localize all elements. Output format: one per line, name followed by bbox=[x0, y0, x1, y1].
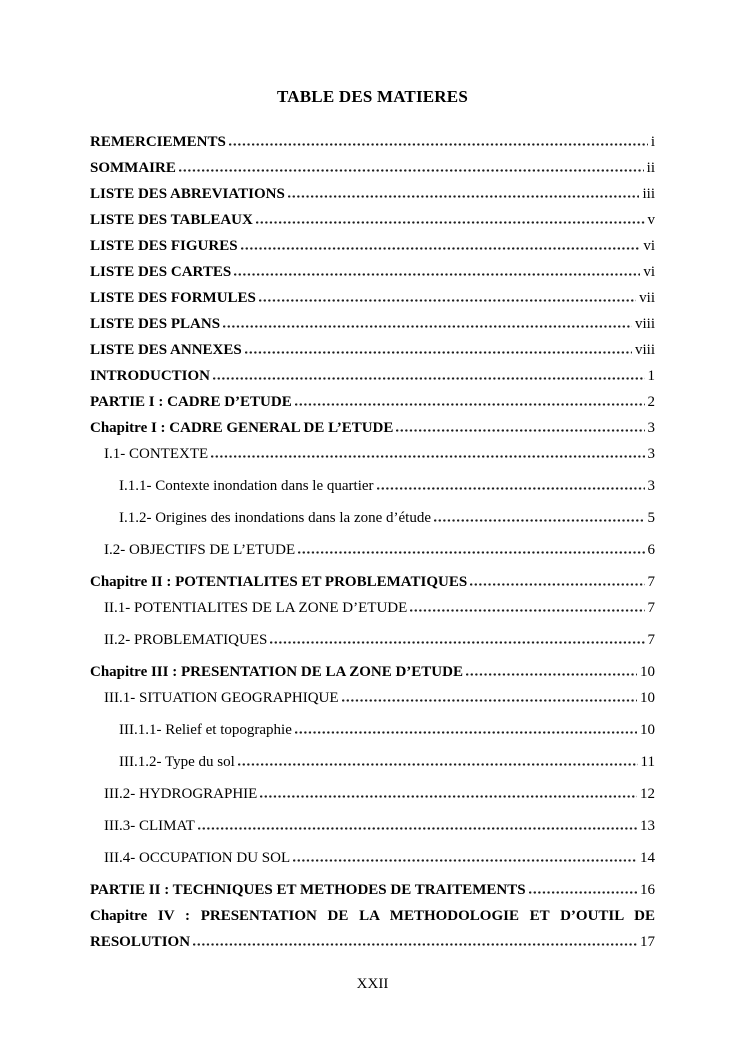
toc-entry-label: III.3- CLIMAT bbox=[104, 818, 195, 834]
toc-entry[interactable] bbox=[90, 595, 655, 621]
dot-leader bbox=[193, 943, 637, 946]
toc-page-number: 6 bbox=[647, 542, 655, 558]
toc-entry[interactable] bbox=[90, 845, 655, 871]
toc-page-number: ii bbox=[646, 160, 655, 176]
toc-entry-label: III.2- HYDROGRAPHIE bbox=[104, 786, 258, 802]
dot-leader bbox=[293, 859, 637, 862]
dot-leader bbox=[245, 351, 632, 354]
toc-entry-label: SOMMAIRE bbox=[90, 160, 176, 176]
toc-entry[interactable] bbox=[90, 285, 655, 311]
toc-entry[interactable] bbox=[90, 627, 655, 653]
toc-page-number: 11 bbox=[640, 754, 655, 770]
toc-entry-label: LISTE DES TABLEAUX bbox=[90, 212, 253, 228]
toc-entry-label: III.1.1- Relief et topographie bbox=[119, 722, 292, 738]
toc-page-number: 7 bbox=[647, 600, 655, 616]
toc-entry[interactable] bbox=[90, 717, 655, 743]
dot-leader bbox=[298, 551, 644, 554]
toc-entry[interactable] bbox=[90, 781, 655, 807]
dot-leader bbox=[256, 221, 645, 224]
dot-leader bbox=[466, 673, 637, 676]
toc-entry-label: I.1.2- Origines des inondations dans la zone d’étude bbox=[119, 510, 432, 526]
toc-entry[interactable] bbox=[90, 685, 655, 711]
toc-page-number: 3 bbox=[647, 420, 655, 436]
dot-leader bbox=[179, 169, 644, 172]
toc-entry[interactable] bbox=[90, 155, 655, 181]
toc-entry[interactable] bbox=[90, 749, 655, 775]
dot-leader bbox=[234, 273, 640, 276]
dot-leader bbox=[470, 583, 644, 586]
dot-leader bbox=[213, 377, 644, 380]
dot-leader bbox=[241, 247, 641, 250]
toc-entry-label: LISTE DES ABREVIATIONS bbox=[90, 186, 285, 202]
toc-entry[interactable] bbox=[90, 813, 655, 839]
toc-entry-label: LISTE DES FORMULES bbox=[90, 290, 256, 306]
toc-entry-label: II.2- PROBLEMATIQUES bbox=[104, 632, 268, 648]
toc-entry[interactable] bbox=[90, 181, 655, 207]
toc-entry[interactable] bbox=[90, 877, 655, 903]
toc-entry[interactable] bbox=[90, 311, 655, 337]
toc-entry[interactable] bbox=[90, 337, 655, 363]
toc-entry[interactable] bbox=[90, 207, 655, 233]
dot-leader bbox=[270, 641, 644, 644]
toc-entry-label: III.1.2- Type du sol bbox=[119, 754, 235, 770]
toc-entry[interactable] bbox=[90, 129, 655, 155]
toc-entry-label: I.1.1- Contexte inondation dans le quartier bbox=[119, 478, 374, 494]
toc-page-number: 1 bbox=[647, 368, 655, 384]
toc-entry-label: LISTE DES CARTES bbox=[90, 264, 232, 280]
dot-leader bbox=[377, 487, 645, 490]
toc-entry-label: REMERCIEMENTS bbox=[90, 134, 226, 150]
toc-page-number: 10 bbox=[640, 722, 655, 738]
toc-entry-label: PARTIE I : CADRE D’ETUDE bbox=[90, 394, 292, 410]
toc-page-number: viii bbox=[634, 342, 655, 358]
dot-leader bbox=[288, 195, 640, 198]
toc-entry-label: LISTE DES FIGURES bbox=[90, 238, 238, 254]
dot-leader bbox=[238, 763, 638, 766]
toc-entry-label: LISTE DES ANNEXES bbox=[90, 342, 242, 358]
toc-entry-label: RESOLUTION bbox=[90, 934, 191, 950]
toc-page-number: vi bbox=[643, 238, 655, 254]
toc-page-number: 16 bbox=[640, 882, 655, 898]
toc-entry-wrapped-line[interactable]: Chapitre IV : PRESENTATION DE LA METHODOLOGIE ET D’OUTIL DE bbox=[90, 908, 655, 924]
toc-page-number: 12 bbox=[640, 786, 655, 802]
toc-page-number: 3 bbox=[647, 478, 655, 494]
toc-page-number: iii bbox=[642, 186, 655, 202]
toc-entry-label: II.1- POTENTIALITES DE LA ZONE D’ETUDE bbox=[104, 600, 408, 616]
toc-page-number: vi bbox=[643, 264, 655, 280]
toc-entry[interactable] bbox=[90, 389, 655, 415]
toc-page-number: v bbox=[647, 212, 655, 228]
dot-leader bbox=[396, 429, 644, 432]
dot-leader bbox=[529, 891, 637, 894]
toc-entry[interactable] bbox=[90, 473, 655, 499]
toc-page-number: 2 bbox=[647, 394, 655, 410]
toc-page-number: 10 bbox=[640, 690, 655, 706]
toc-entry-label: III.4- OCCUPATION DU SOL bbox=[104, 850, 291, 866]
toc-page-number: 5 bbox=[647, 510, 655, 526]
toc-page-number: 7 bbox=[647, 632, 655, 648]
toc-entry[interactable] bbox=[90, 441, 655, 467]
toc-page-number: 7 bbox=[647, 574, 655, 590]
toc-entry-label: LISTE DES PLANS bbox=[90, 316, 221, 332]
toc-entry-label: I.2- OBJECTIFS DE L’ETUDE bbox=[104, 542, 296, 558]
dot-leader bbox=[295, 403, 645, 406]
toc-page-number: 10 bbox=[640, 664, 655, 680]
toc-entry[interactable] bbox=[90, 415, 655, 441]
toc-page-number: 17 bbox=[640, 934, 655, 950]
toc-page-number: 14 bbox=[640, 850, 655, 866]
toc-entry[interactable] bbox=[90, 569, 655, 595]
dot-leader bbox=[410, 609, 644, 612]
toc-entry[interactable] bbox=[90, 505, 655, 531]
toc-entry-label: III.1- SITUATION GEOGRAPHIQUE bbox=[104, 690, 339, 706]
toc-entry[interactable] bbox=[90, 537, 655, 563]
toc-entry[interactable] bbox=[90, 363, 655, 389]
toc-entry-label: Chapitre I : CADRE GENERAL DE L’ETUDE bbox=[90, 420, 394, 436]
dot-leader bbox=[259, 299, 636, 302]
toc-page-number: vii bbox=[639, 290, 655, 306]
toc-entry[interactable] bbox=[90, 659, 655, 685]
dot-leader bbox=[198, 827, 637, 830]
toc-page-number: 13 bbox=[640, 818, 655, 834]
dot-leader bbox=[260, 795, 637, 798]
dot-leader bbox=[434, 519, 644, 522]
dot-leader bbox=[342, 699, 637, 702]
toc-entry[interactable] bbox=[90, 929, 655, 955]
page-number-footer: XXII bbox=[356, 976, 389, 992]
dot-leader bbox=[229, 143, 648, 146]
toc-title: TABLE DES MATIERES bbox=[277, 87, 468, 106]
toc-entry-label: Chapitre II : POTENTIALITES ET PROBLEMATIQUES bbox=[90, 574, 468, 590]
toc-entry-label: Chapitre III : PRESENTATION DE LA ZONE D’ETUDE bbox=[90, 664, 463, 680]
toc-entry-label: I.1- CONTEXTE bbox=[104, 446, 209, 462]
toc-entry-label: INTRODUCTION bbox=[90, 368, 211, 384]
toc-entry[interactable] bbox=[90, 233, 655, 259]
dot-leader bbox=[295, 731, 637, 734]
dot-leader bbox=[211, 455, 644, 458]
toc-list bbox=[90, 129, 655, 955]
toc-page-number: i bbox=[650, 134, 655, 150]
dot-leader bbox=[223, 325, 632, 328]
toc-entry[interactable] bbox=[90, 259, 655, 285]
toc-page-number: viii bbox=[634, 316, 655, 332]
toc-entry-label: PARTIE II : TECHNIQUES ET METHODES DE TRAITEMENTS bbox=[90, 882, 526, 898]
toc-page-number: 3 bbox=[647, 446, 655, 462]
